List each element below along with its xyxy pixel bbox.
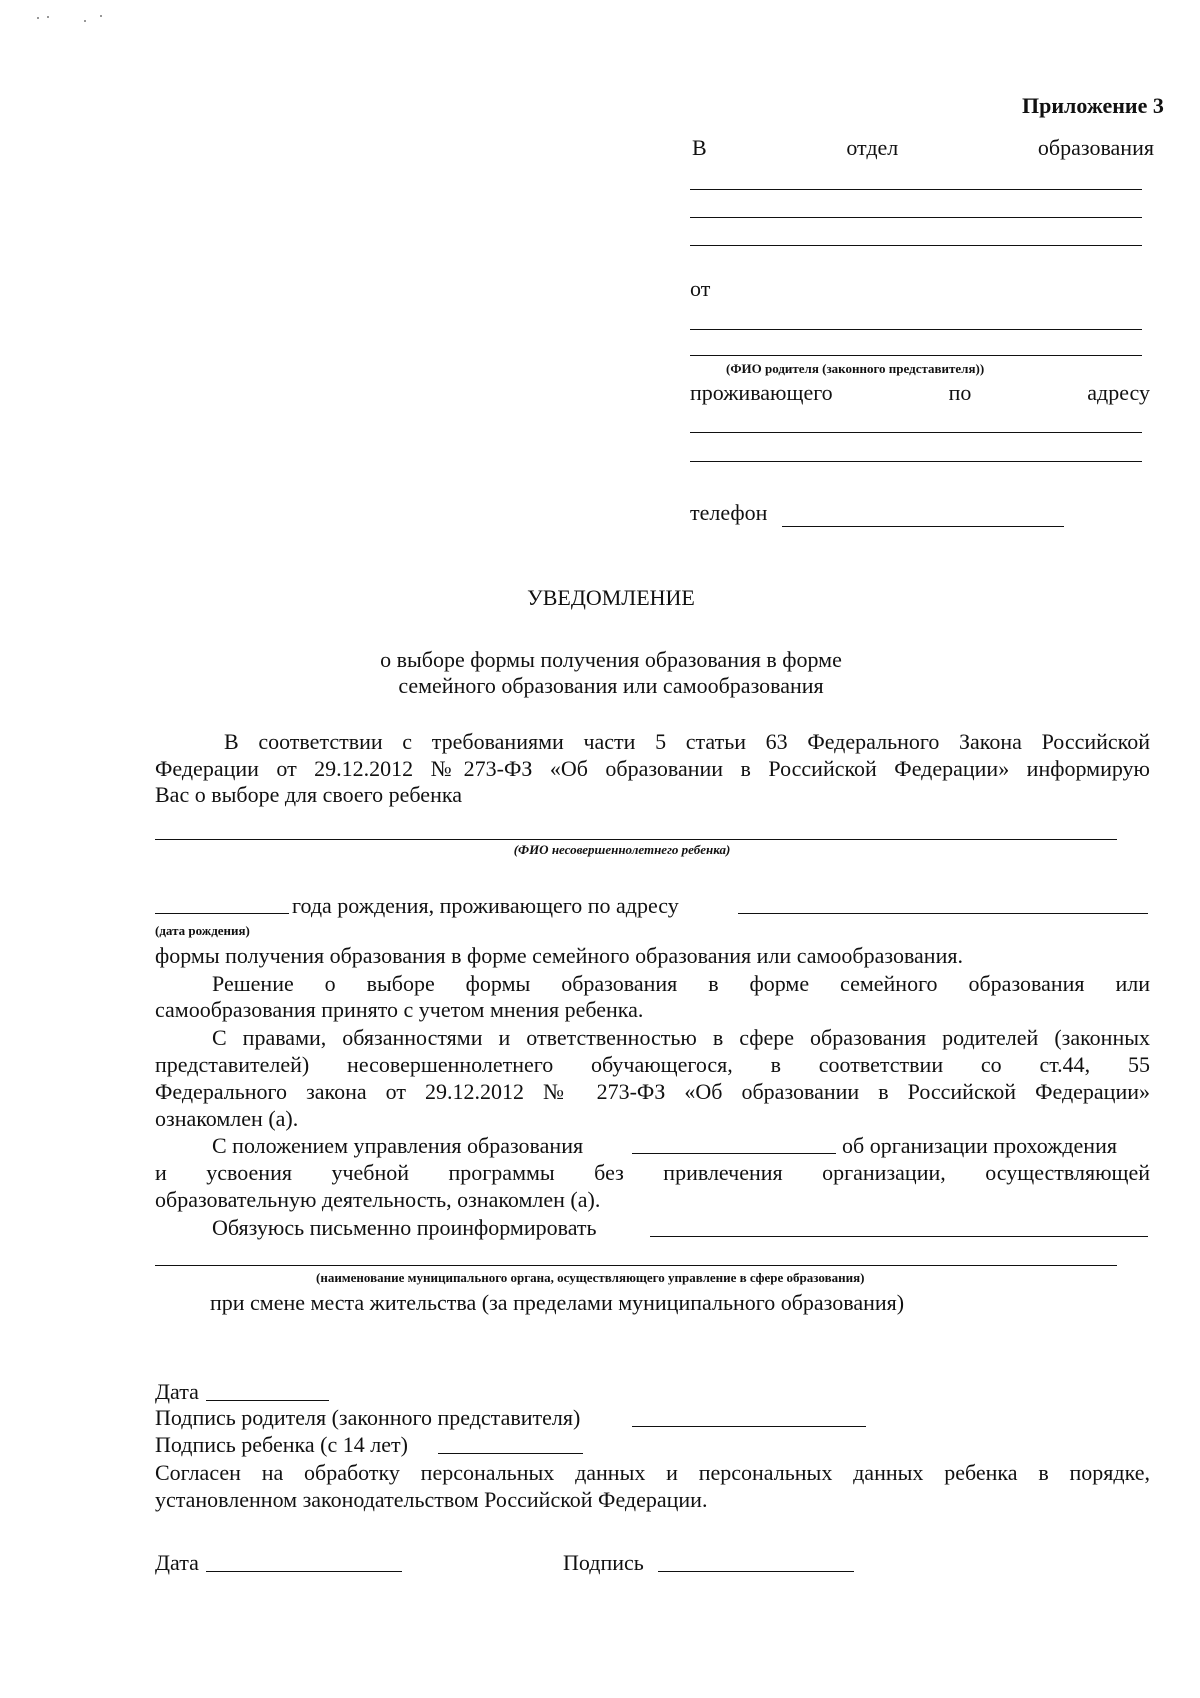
body-line: Решение о выборе формы образования в форме семейного образования или (212, 971, 1150, 996)
address-field-line[interactable] (690, 432, 1142, 433)
phone-field-line[interactable] (782, 526, 1064, 527)
recipient-word: отдел (846, 135, 899, 160)
date-label: Дата (155, 1379, 199, 1404)
body-line: образовательную деятельность, ознакомлен (а). (155, 1187, 601, 1212)
child-sign-field-line[interactable] (438, 1453, 583, 1454)
child-address-field-line[interactable] (738, 913, 1148, 914)
parent-sign-label: Подпись родителя (законного представителя) (155, 1405, 581, 1430)
date-field-line[interactable] (206, 1400, 329, 1401)
organ-field-line[interactable] (155, 1265, 1117, 1266)
subtitle-line: о выборе формы получения образования в форме (380, 647, 842, 672)
recipient-word: В (692, 135, 707, 160)
body-line: представителей) несовершеннолетнего обучающегося, в соответствии со ст.44, 55 (155, 1052, 1150, 1077)
date2-field-line[interactable] (206, 1571, 402, 1572)
birth-line-text: года рождения, проживающего по адресу (292, 893, 679, 918)
subtitle-line: семейного образования или самообразования (398, 673, 824, 698)
scan-speck (37, 17, 39, 19)
body-line: С правами, обязанностями и ответственностью в сфере образования родителей (законных (212, 1025, 1150, 1050)
department-field-line[interactable] (632, 1153, 836, 1154)
sign2-label: Подпись (563, 1550, 644, 1575)
recipient-field-line[interactable] (690, 189, 1142, 190)
recipient-field-line[interactable] (690, 245, 1142, 246)
body-line: Федерации от 29.12.2012 №273-ФЗ «Об образовании в Российской Федерации» информирую (155, 756, 1150, 781)
phone-label: телефон (690, 500, 768, 525)
address-field-line[interactable] (690, 461, 1142, 462)
recipient-word: образования (1037, 135, 1154, 160)
child-fio-hint: (ФИО несовершеннолетнего ребенка) (513, 842, 731, 857)
body-line: С положением управления образования (212, 1133, 584, 1158)
address-word: проживающего (690, 380, 833, 405)
body-line: Вас о выборе для своего ребенка (155, 782, 462, 807)
body-line: при смене места жительства (за пределами муниципального образования) (210, 1290, 905, 1315)
organ-hint: (наименование муниципального органа, осуществляющего управление в сфере образования) (316, 1270, 865, 1285)
parent-sign-field-line[interactable] (632, 1426, 866, 1427)
sign2-field-line[interactable] (658, 1571, 854, 1572)
parent-fio-line[interactable] (690, 355, 1142, 356)
birth-date-field-line[interactable] (155, 913, 289, 914)
organ-field-line[interactable] (650, 1236, 1148, 1237)
scan-speck (84, 20, 86, 22)
body-line: Федерального закона от 29.12.2012 № 273-ФЗ «Об образовании в Российской Федерации» (155, 1079, 1150, 1104)
child-fio-line[interactable] (155, 839, 1117, 840)
body-line: Обязуюсь письменно проинформировать (212, 1215, 597, 1240)
scan-speck (100, 15, 102, 17)
address-word: по (948, 380, 972, 405)
scan-speck (47, 16, 49, 18)
body-line: об организации прохождения (842, 1133, 1117, 1158)
appendix-label: Приложение 3 (1022, 93, 1164, 118)
recipient-line (692, 135, 1154, 161)
body-line: формы получения образования в форме семейного образования или самообразования. (155, 943, 963, 968)
parent-fio-line[interactable] (690, 329, 1142, 330)
parent-fio-hint: (ФИО родителя (законного представителя)) (726, 361, 985, 376)
body-line: В соответствии с требованиями части 5 статьи 63 Федерального Закона Российской (224, 729, 1150, 754)
body-line: и усвоения учебной программы без привлечения организации, осуществляющей (155, 1160, 1150, 1185)
date2-label: Дата (155, 1550, 199, 1575)
from-label: от (690, 276, 711, 301)
address-word: адресу (1087, 380, 1150, 405)
document-title: УВЕДОМЛЕНИЕ (527, 585, 695, 610)
body-line: ознакомлен (а). (155, 1106, 299, 1131)
consent-line: установленном законодательством Российской Федерации. (155, 1487, 708, 1512)
birth-date-hint: (дата рождения) (155, 923, 250, 938)
consent-line: Согласен на обработку персональных данных и персональных данных ребенка в порядке, (155, 1460, 1150, 1485)
child-sign-label: Подпись ребенка (с 14 лет) (155, 1432, 408, 1457)
address-label-line (690, 380, 1150, 406)
body-line: самообразования принято с учетом мнения ребенка. (155, 997, 644, 1022)
recipient-field-line[interactable] (690, 217, 1142, 218)
